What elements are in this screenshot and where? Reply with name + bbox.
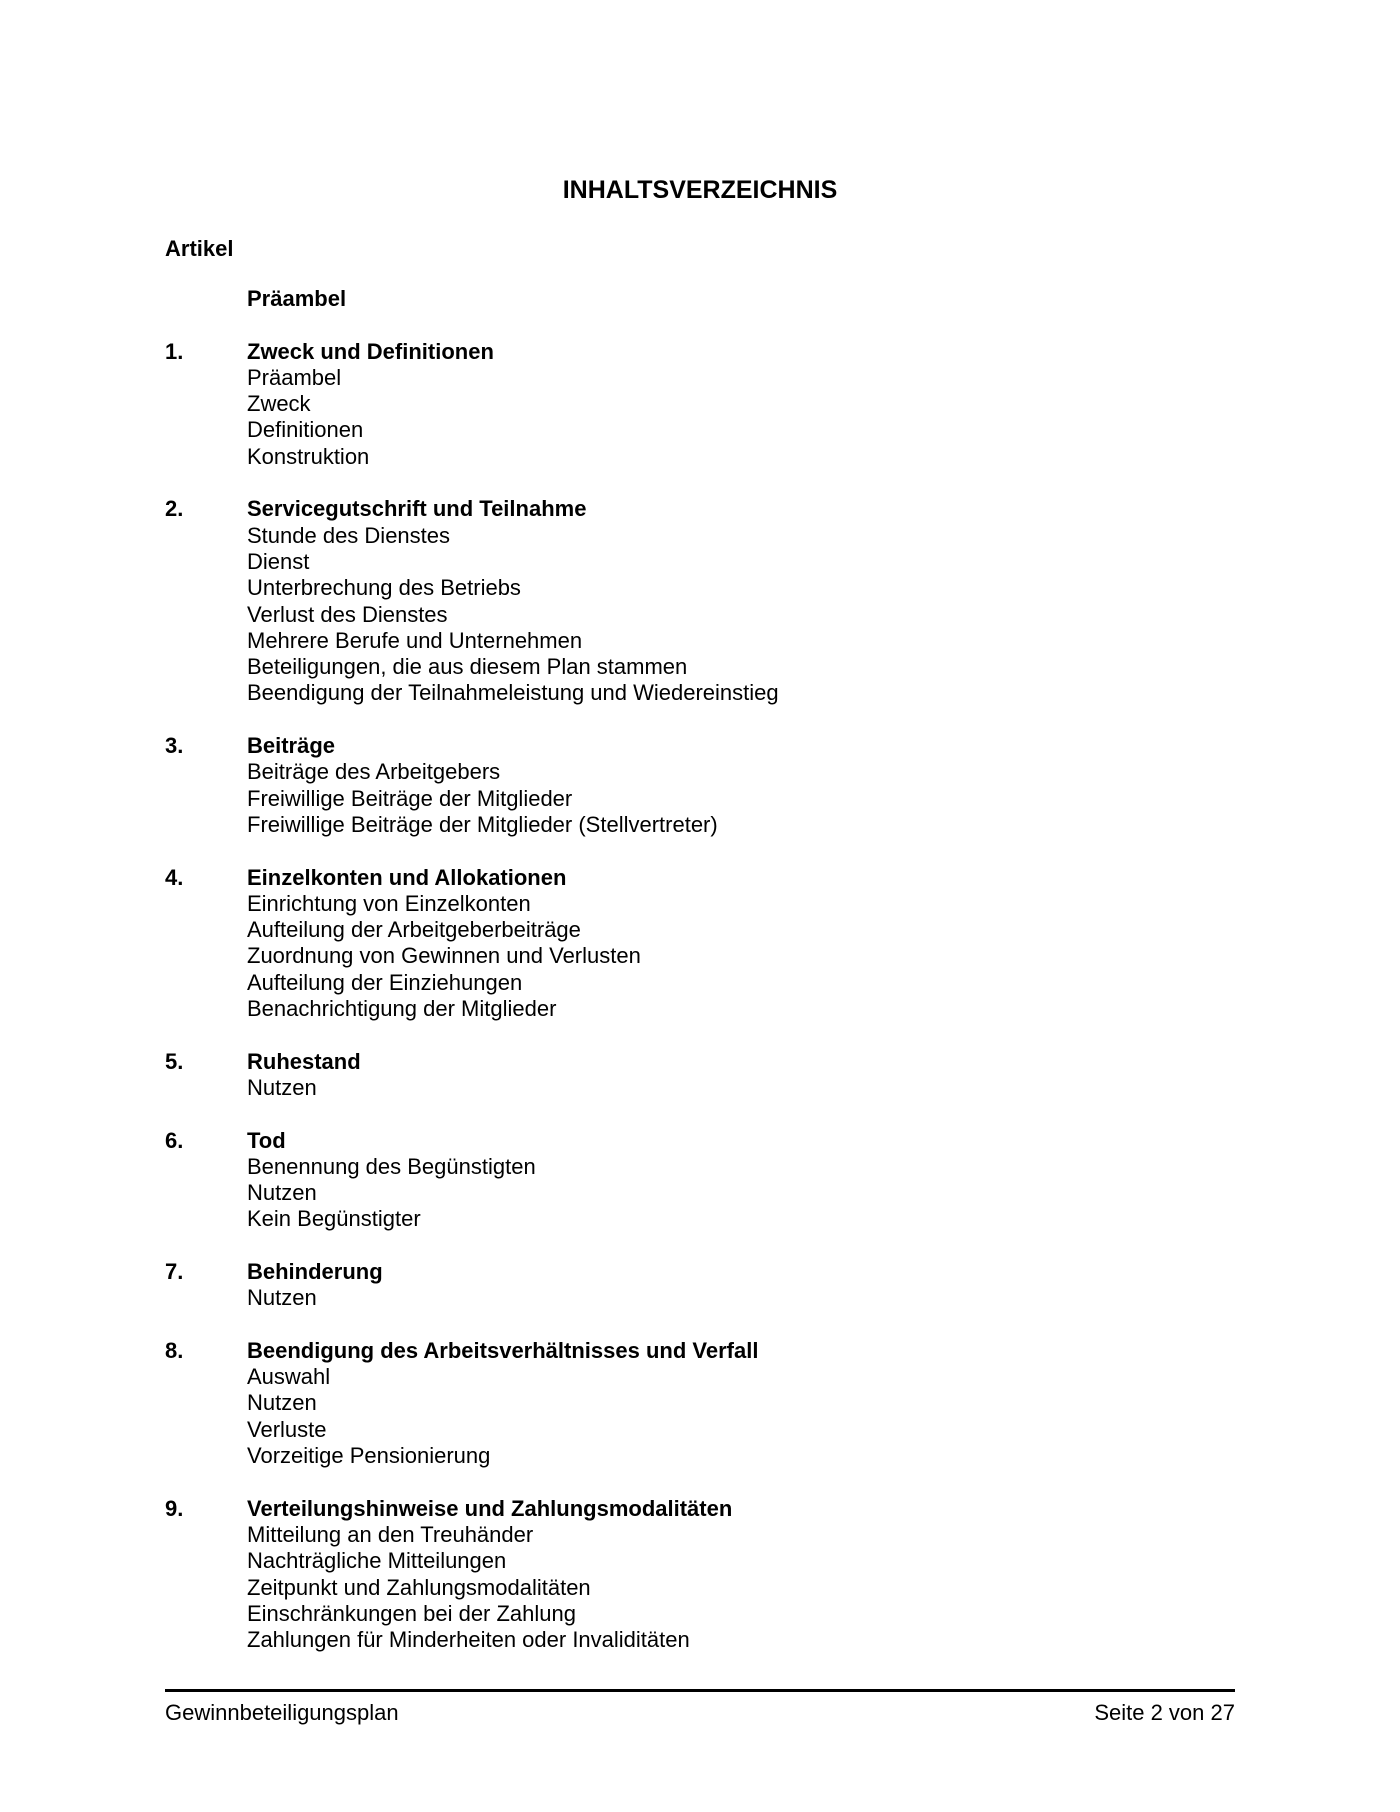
section-number: 9.: [165, 1495, 184, 1521]
section-item[interactable]: Mitteilung an den Treuhänder: [247, 1521, 534, 1547]
section-title[interactable]: Beiträge: [247, 733, 336, 759]
section-number: 7.: [165, 1258, 184, 1284]
section-item[interactable]: Konstruktion: [247, 443, 370, 469]
section-item[interactable]: Zweck: [247, 391, 311, 417]
section-item[interactable]: Aufteilung der Arbeitgeberbeiträge: [247, 917, 581, 943]
section-item[interactable]: Einschränkungen bei der Zahlung: [247, 1600, 577, 1626]
section-title[interactable]: Servicegutschrift und Teilnahme: [247, 496, 587, 522]
section-title[interactable]: Präambel: [247, 286, 347, 311]
section-number: 2.: [165, 496, 184, 522]
table-of-contents: [165, 286, 1235, 1680]
page-title: INHALTSVERZEICHNIS: [562, 176, 838, 204]
toc-section: [165, 865, 1235, 1023]
section-number: 3.: [165, 733, 184, 759]
toc-section: [165, 733, 1235, 838]
toc-section: [165, 1259, 1235, 1312]
footer-document-name: Gewinnbeteiligungsplan: [165, 1700, 399, 1725]
footer-page-number: Seite 2 von 27: [1094, 1700, 1235, 1725]
footer-divider: [165, 1689, 1235, 1692]
section-item[interactable]: Dienst: [247, 548, 310, 574]
section-item[interactable]: Unterbrechung des Betriebs: [247, 575, 521, 601]
section-number: 1.: [165, 338, 184, 364]
section-title[interactable]: Zweck und Definitionen: [247, 338, 494, 364]
section-title[interactable]: Einzelkonten und Allokationen: [247, 864, 567, 890]
toc-section: [165, 339, 1235, 470]
section-item[interactable]: Einrichtung von Einzelkonten: [247, 890, 531, 916]
section-item[interactable]: Stunde des Dienstes: [247, 522, 451, 548]
toc-section: [165, 496, 1235, 706]
section-item[interactable]: Freiwillige Beiträge der Mitglieder (Stellvertreter): [247, 811, 718, 837]
section-item[interactable]: Nutzen: [247, 1285, 317, 1311]
section-title[interactable]: Verteilungshinweise und Zahlungsmodalitäten: [247, 1495, 733, 1521]
section-item[interactable]: Verlust des Dienstes: [247, 601, 448, 627]
section-item[interactable]: Verluste: [247, 1416, 327, 1442]
section-item[interactable]: Aufteilung der Einziehungen: [247, 969, 523, 995]
section-item[interactable]: Benachrichtigung der Mitglieder: [247, 996, 557, 1022]
section-number: 8.: [165, 1337, 184, 1363]
section-item[interactable]: Nutzen: [247, 1074, 317, 1100]
section-item[interactable]: Nutzen: [247, 1390, 317, 1416]
section-item[interactable]: Nutzen: [247, 1180, 317, 1206]
section-item[interactable]: Auswahl: [247, 1364, 331, 1390]
section-item[interactable]: Zuordnung von Gewinnen und Verlusten: [247, 943, 641, 969]
section-number: 5.: [165, 1048, 184, 1074]
section-item[interactable]: Nachträgliche Mitteilungen: [247, 1548, 507, 1574]
section-title[interactable]: Ruhestand: [247, 1048, 361, 1074]
section-number: 4.: [165, 864, 184, 890]
section-item[interactable]: Präambel: [247, 364, 342, 390]
section-item[interactable]: Benennung des Begünstigten: [247, 1153, 536, 1179]
section-item[interactable]: Definitionen: [247, 417, 364, 443]
section-title[interactable]: Beendigung des Arbeitsverhältnisses und Verfall: [247, 1337, 759, 1363]
section-item[interactable]: Kein Begünstigter: [247, 1206, 421, 1232]
section-title[interactable]: Behinderung: [247, 1258, 383, 1284]
column-label: Artikel: [165, 236, 234, 261]
section-item[interactable]: Beendigung der Teilnahmeleistung und Wiedereinstieg: [247, 680, 779, 706]
section-item[interactable]: Zeitpunkt und Zahlungsmodalitäten: [247, 1574, 591, 1600]
section-number: 6.: [165, 1127, 184, 1153]
section-item[interactable]: Beteiligungen, die aus diesem Plan stammen: [247, 654, 688, 680]
section-item[interactable]: Vorzeitige Pensionierung: [247, 1443, 491, 1469]
toc-section: [165, 1338, 1235, 1469]
toc-section: [165, 1496, 1235, 1654]
section-item[interactable]: Beiträge des Arbeitgebers: [247, 759, 501, 785]
toc-section: [165, 1128, 1235, 1233]
section-item[interactable]: Mehrere Berufe und Unternehmen: [247, 627, 583, 653]
section-title[interactable]: Tod: [247, 1127, 286, 1153]
section-item[interactable]: Freiwillige Beiträge der Mitglieder: [247, 785, 573, 811]
toc-section: [165, 286, 1235, 312]
toc-section: [165, 1049, 1235, 1102]
section-item[interactable]: Zahlungen für Minderheiten oder Invaliditäten: [247, 1627, 690, 1653]
